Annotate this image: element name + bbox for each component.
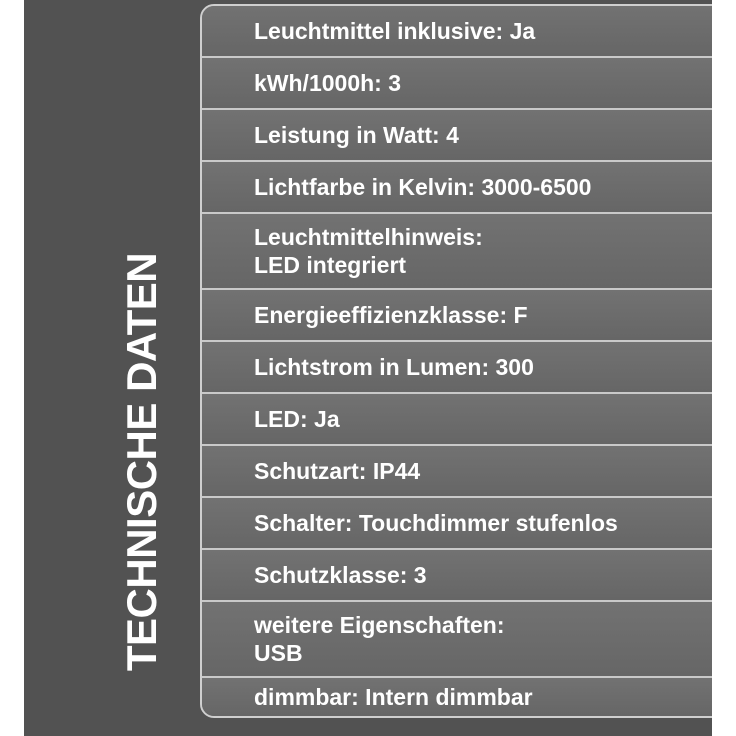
spec-table — [200, 4, 712, 718]
spec-text: Leuchtmittel inklusive: Ja — [254, 18, 536, 44]
spec-text: Leuchtmittelhinweis: LED integriert — [254, 224, 483, 278]
spec-text: weitere Eigenschaften: USB — [254, 612, 505, 666]
spec-text: Leistung in Watt: 4 — [254, 122, 459, 148]
spec-text: Energieeffizienzklasse: F — [254, 302, 528, 328]
spec-row-weitere-eigenschaften — [202, 602, 712, 678]
spec-text: LED: Ja — [254, 406, 340, 432]
spec-text: Schalter: Touchdimmer stufenlos — [254, 510, 618, 536]
spec-text: Schutzklasse: 3 — [254, 562, 427, 588]
spec-row-schutzklasse — [202, 550, 712, 602]
spec-row-kwh — [202, 58, 712, 110]
spec-row-led — [202, 394, 712, 446]
spec-text: Lichtstrom in Lumen: 300 — [254, 354, 534, 380]
spec-row-energieeffizienzklasse — [202, 290, 712, 342]
section-title: TECHNISCHE DATEN — [118, 252, 165, 672]
spec-row-schutzart — [202, 446, 712, 498]
spec-row-lichtstrom — [202, 342, 712, 394]
spec-panel — [24, 0, 712, 736]
spec-row-dimmbar — [202, 678, 712, 716]
spec-text: dimmbar: Intern dimmbar — [254, 684, 533, 710]
spec-text: kWh/1000h: 3 — [254, 70, 401, 96]
spec-row-leistung — [202, 110, 712, 162]
spec-row-lichtfarbe — [202, 162, 712, 214]
spec-row-schalter — [202, 498, 712, 550]
spec-text: Lichtfarbe in Kelvin: 3000-6500 — [254, 174, 592, 200]
spec-row-leuchtmittel-inklusive — [202, 6, 712, 58]
spec-row-leuchtmittelhinweis — [202, 214, 712, 290]
spec-text: Schutzart: IP44 — [254, 458, 421, 484]
